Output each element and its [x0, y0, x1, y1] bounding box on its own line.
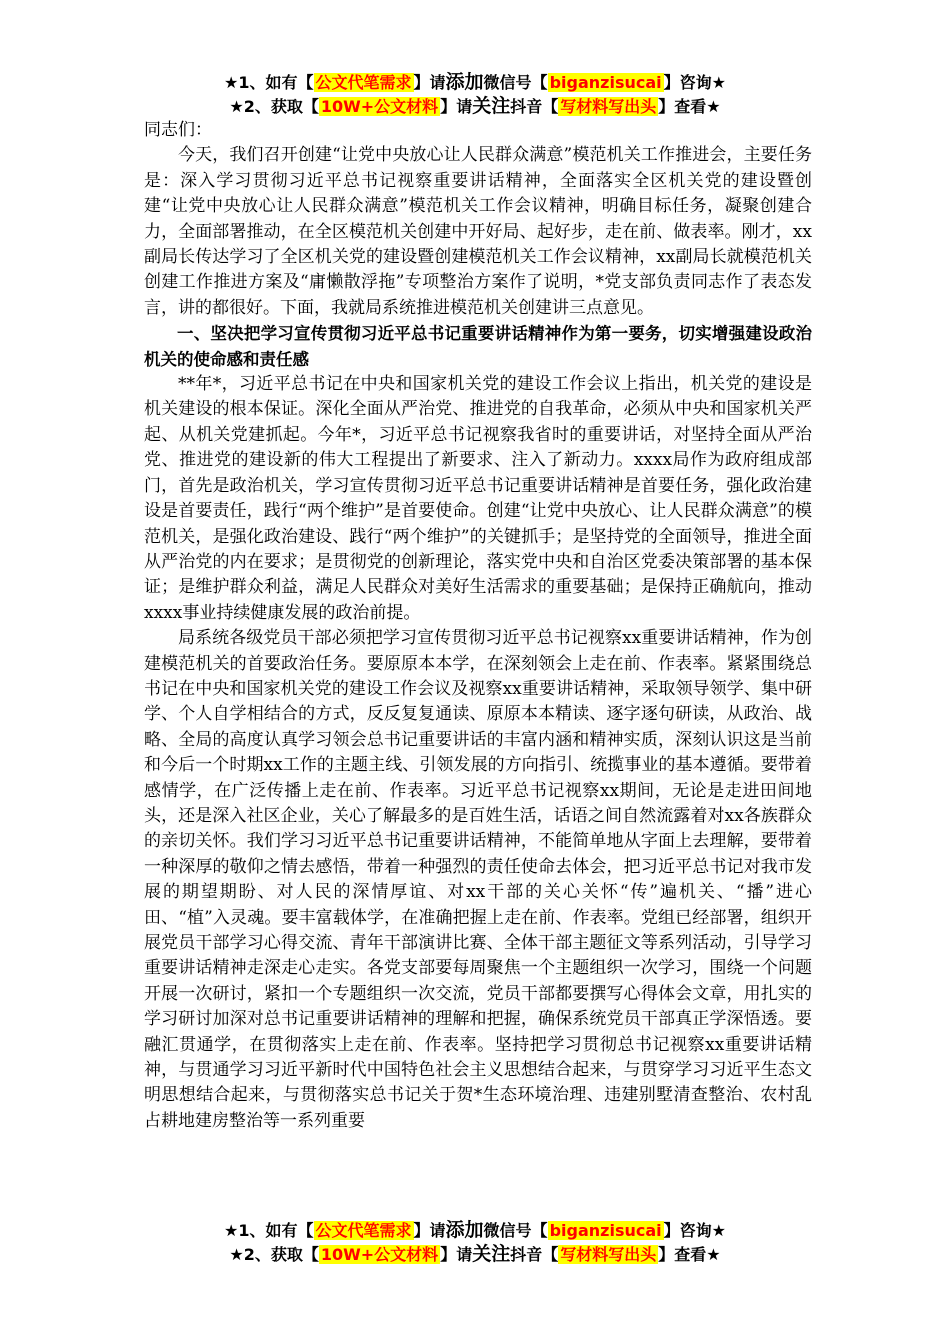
banner-highlight: 公文代笔需求: [315, 1221, 412, 1240]
banner-text: 】请: [413, 73, 446, 92]
banner-text: ★2、获取【: [229, 97, 319, 116]
top-banner-line-1: [0, 70, 950, 95]
banner-emphasis: 添加: [445, 1219, 484, 1241]
banner-text: 微信号【: [483, 1221, 548, 1240]
banner-text: 】查看★: [658, 1245, 721, 1264]
banner-text: 】请: [440, 97, 473, 116]
top-banner-line-2: [0, 94, 950, 119]
banner-emphasis: 关注: [472, 95, 511, 117]
banner-text: 】咨询★: [663, 1221, 726, 1240]
banner-highlight: 10W+公文材料: [320, 1245, 439, 1264]
banner-text: 】咨询★: [663, 73, 726, 92]
banner-text: ★1、如有【: [224, 1221, 314, 1240]
banner-text: ★2、获取【: [229, 1245, 319, 1264]
banner-highlight: 10W+公文材料: [320, 97, 439, 116]
banner-highlight: 写材料写出头: [560, 97, 657, 116]
banner-text: ★1、如有【: [224, 73, 314, 92]
paragraph-section1-a: **年*，习近平总书记在中央和国家机关党的建设工作会议上指出，机关党的建设是机关建设的根本保证。深化全面从严治党、推进党的自我革命，必须从中央和国家机关严起、从机关党建抓起。今年*，习近平总书记视察我省时的重要讲话，对坚持全面从严治党、推进党的建设新的伟大工程提出了新要求、注入了新动力。xxxx局作为政府组成部门，首先是政治机关，学习宣传贯彻习近平总书记重要讲话精神是首要任务，强化政治建设是首要责任，践行“两个维护”是首要使命。创建“让党中央放心、让人民群众满意”的模范机关，是强化政治建设、践行“两个维护”的关键抓手；是坚持党的全面领导，推进全面从严治党的内在要求；是贯彻党的创新理论，落实党中央和自治区党委决策部署的基本保证；是维护群众利益，满足人民群众对美好生活需求的重要基础；是保持正确航向，推动xxxx事业持续健康发展的政治前提。: [144, 374, 812, 623]
banner-text: 微信号【: [483, 73, 548, 92]
banner-text: 】请: [440, 1245, 473, 1264]
banner-text: 抖音【: [510, 1245, 559, 1264]
banner-emphasis: 添加: [445, 71, 484, 93]
banner-text: 】请: [413, 1221, 446, 1240]
banner-text: 】查看★: [658, 97, 721, 116]
banner-highlight: 公文代笔需求: [315, 73, 412, 92]
banner-emphasis: 关注: [472, 1243, 511, 1265]
section-heading-1: 一、坚决把学习宣传贯彻习近平总书记重要讲话精神作为第一要务，切实增强建设政治机关的使命感和责任感: [144, 324, 812, 369]
bottom-banner-line-1: [0, 1218, 950, 1243]
banner-highlight: 写材料写出头: [560, 1245, 657, 1264]
document-body: [144, 118, 812, 1134]
bottom-banner-line-2: [0, 1242, 950, 1267]
salutation: 同志们：: [144, 120, 212, 140]
banner-text: 抖音【: [510, 97, 559, 116]
banner-highlight: biganzisucai: [549, 73, 662, 92]
paragraph-section1-b: 局系统各级党员干部必须把学习宣传贯彻习近平总书记视察xx重要讲话精神，作为创建模范机关的首要政治任务。要原原本本学，在深刻领会上走在前、作表率。紧紧围绕总书记在中央和国家机关党的建设工作会议及视察xx重要讲话精神，采取领导领学、集中研学、个人自学相结合的方式，反反复复通读、原原本本精读、逐字逐句研读，从政治、战略、全局的高度认真学习领会总书记重要讲话的丰富内涵和精神实质，深刻认识这是当前和今后一个时期xx工作的主题主线、引领发展的方向指引、统揽事业的基本遵循。要带着感情学，在广泛传播上走在前、作表率。习近平总书记视察xx期间，无论是走进田间地头，还是深入社区企业，关心了解最多的是百姓生活，话语之间自然流露着对xx各族群众的亲切关怀。我们学习习近平总书记重要讲话精神，不能简单地从字面上去理解，要带着一种深厚的敬仰之情去感悟，带着一种强烈的责任使命去体会，把习近平总书记对我市发展的期望期盼、对人民的深情厚谊、对xx干部的关心关怀“传”遍机关、“播”进心田、“植”入灵魂。要丰富载体学，在准确把握上走在前、作表率。党组已经部署，组织开展党员干部学习心得交流、青年干部演讲比赛、全体干部主题征文等系列活动，引导学习重要讲话精神走深走心走实。各党支部要每周聚焦一个主题组织一次学习，围绕一个问题开展一次研讨，紧扣一个专题组织一次交流，党员干部都要撰写心得体会文章，用扎实的学习研讨加深对总书记重要讲话精神的理解和把握，确保系统党员干部真正学深悟透。要融汇贯通学，在贯彻落实上走在前、作表率。坚持把学习贯彻总书记视察xx重要讲话精神，与贯通学习习近平新时代中国特色社会主义思想结合起来，与贯穿学习习近平生态文明思想结合起来，与贯彻落实总书记关于贺*生态环境治理、违建别墅清查整治、农村乱占耕地建房整治等一系列重要: [144, 628, 812, 1131]
paragraph-intro: 今天，我们召开创建“让党中央放心让人民群众满意”模范机关工作推进会，主要任务是：深入学习贯彻习近平总书记视察重要讲话精神，全面落实全区机关党的建设暨创建“让党中央放心让人民群众满意”模范机关工作会议精神，明确目标任务，凝聚创建合力，全面部署推动，在全区模范机关创建中开好局、起好步，走在前、做表率。刚才，xx副局长传达学习了全区机关党的建设暨创建模范机关工作会议精神，xx副局长就模范机关创建工作推进方案及“庸懒散浮拖”专项整治方案作了说明，*党支部负责同志作了表态发言，讲的都很好。下面，我就局系统推进模范机关创建讲三点意见。: [144, 145, 812, 318]
banner-highlight: biganzisucai: [549, 1221, 662, 1240]
